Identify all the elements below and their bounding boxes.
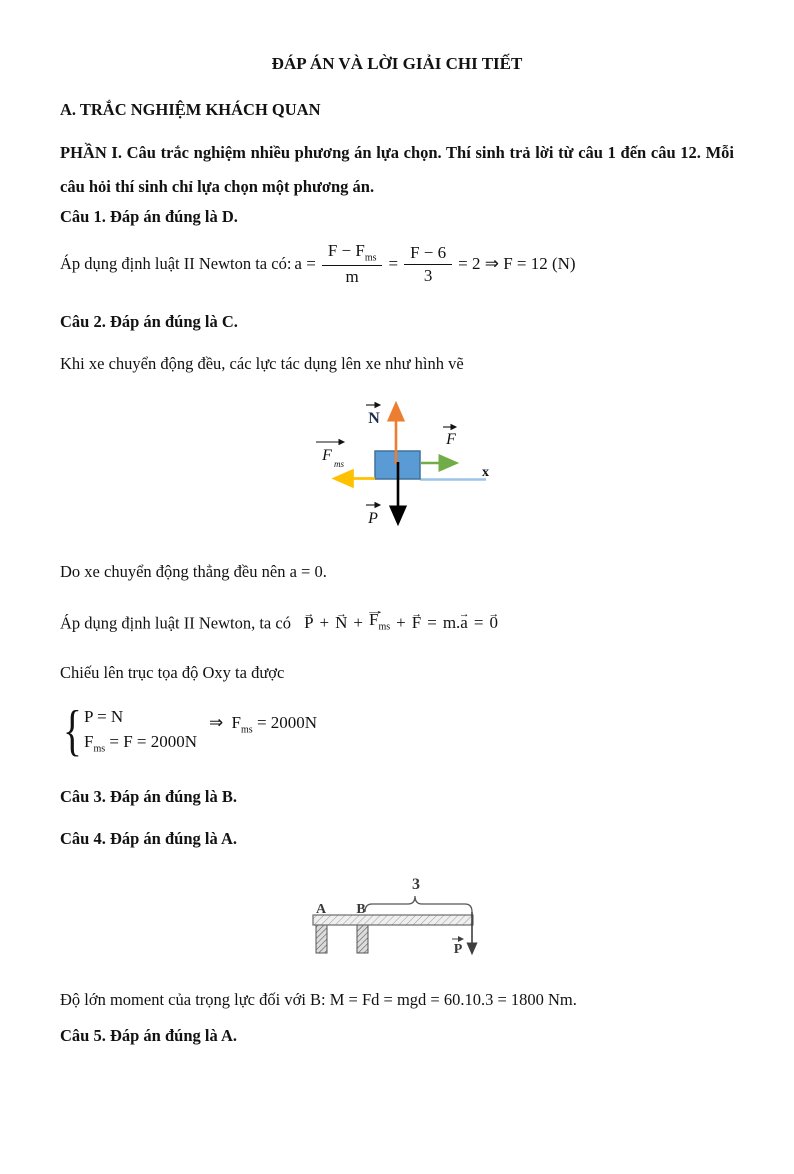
vector-fms-subscript: ms (378, 621, 391, 633)
system-lines (84, 707, 197, 754)
q2-newton-equation-line (60, 608, 734, 639)
result-value: = 2000N (252, 712, 318, 732)
equals-sign: = (473, 613, 484, 633)
normal-force-label: N (368, 409, 380, 427)
x-axis-label: x (482, 464, 489, 480)
part1-instructions: PHẦN I. Câu trắc nghiệm nhiều phương án lựa chọn. Thí sinh trả lời từ câu 1 đến câu 12. Mỗi câu hỏi thí sinh chỉ lựa chọn một phương án. (60, 143, 734, 196)
q1-formula (291, 241, 578, 288)
vector-f: → F (412, 611, 421, 635)
page-title: ĐÁP ÁN VÀ LỜI GIẢI CHI TIẾT (271, 54, 523, 73)
system-line-2 (84, 732, 197, 754)
fraction-force-mass (322, 241, 383, 288)
friction-force-subscript: ms (334, 458, 345, 469)
distance-label: 3 (412, 876, 420, 894)
equals-sign: = (388, 254, 399, 274)
q2-zero-acceleration-text: Do xe chuyển động thẳng đều nên a = 0. (60, 561, 327, 581)
q3-heading: Câu 3. Đáp án đúng là B. (60, 787, 237, 807)
system-brace: { (63, 700, 82, 763)
q2-heading: Câu 2. Đáp án đúng là C. (60, 311, 238, 331)
formula-result: = 2 ⇒ F = 12 (N) (458, 254, 576, 274)
result-expression (231, 712, 318, 736)
weight-force-label: P (368, 509, 378, 527)
support-post-a (316, 925, 327, 953)
force-diagram (290, 390, 734, 540)
beam-point-b-label: B (356, 902, 366, 918)
beam-diagram-svg (308, 867, 483, 962)
q2-newton-prefix: Áp dụng định luật II Newton, ta có (60, 613, 291, 633)
q2-equation-system (60, 700, 734, 763)
numerator-subscript: ms (364, 252, 377, 264)
q1-solution-line (60, 241, 734, 288)
plus-sign: + (353, 613, 364, 633)
beam-point-a-label: A (315, 902, 327, 918)
friction-force-label: F (322, 446, 332, 464)
system-line-2-rest: = F = 2000N (105, 732, 198, 752)
system-line-2-symbol: F (84, 732, 94, 752)
system-line-2-subscript: ms (93, 743, 106, 755)
q5-heading: Câu 5. Đáp án đúng là A. (60, 1026, 237, 1046)
q1-solution-prefix: Áp dụng định luật II Newton ta có: (60, 254, 292, 274)
beam-diagram (308, 867, 734, 962)
implies-arrow: ⇒ (209, 712, 224, 732)
fraction-numeric (404, 243, 452, 287)
q2-projection-text: Chiếu lên trục tọa độ Oxy ta được (60, 663, 285, 683)
applied-force-label: F (446, 430, 456, 448)
result-subscript: ms (241, 724, 253, 736)
section-a-heading: A. TRẮC NGHIỆM KHÁCH QUAN (60, 100, 321, 119)
q2-vector-equation (301, 608, 501, 639)
force-diagram-svg (290, 390, 530, 540)
weight-label: P (453, 942, 463, 958)
vector-fms (369, 608, 390, 639)
plus-sign: + (396, 613, 406, 633)
equals-sign: = (427, 613, 437, 633)
vector-fms-letter: → F (369, 608, 378, 632)
fraction-numerator (322, 241, 383, 266)
q4-moment-text: Độ lớn moment của trọng lực đối với B: M = Fd = mgd = 60.10.3 = 1800 Nm. (60, 990, 577, 1010)
system-result (207, 713, 319, 735)
result-symbol: F (231, 712, 242, 732)
system-line-1: P = N (84, 707, 124, 727)
fraction-numerator: F − 6 (404, 243, 452, 265)
mass-factor: m. (442, 613, 461, 633)
q4-heading: Câu 4. Đáp án đúng là A. (60, 829, 237, 849)
vector-a: → a (460, 611, 468, 635)
vector-p: → P (304, 611, 313, 635)
plus-sign: + (319, 613, 330, 633)
support-post-b (357, 925, 368, 953)
beam-bar (313, 915, 473, 925)
vector-n: → N (335, 611, 347, 635)
document-page (0, 52, 794, 1174)
mass-dot-term (443, 611, 468, 635)
vector-zero: → 0 (489, 611, 498, 635)
formula-lhs: a = (294, 254, 316, 274)
fraction-denominator: m (345, 267, 359, 287)
distance-brace (365, 896, 472, 912)
numerator-text: F − F (327, 241, 365, 260)
q1-heading: Câu 1. Đáp án đúng là D. (60, 207, 238, 226)
q2-intro-text: Khi xe chuyển động đều, các lực tác dụng lên xe như hình vẽ (60, 353, 464, 373)
fraction-denominator: 3 (423, 265, 433, 285)
